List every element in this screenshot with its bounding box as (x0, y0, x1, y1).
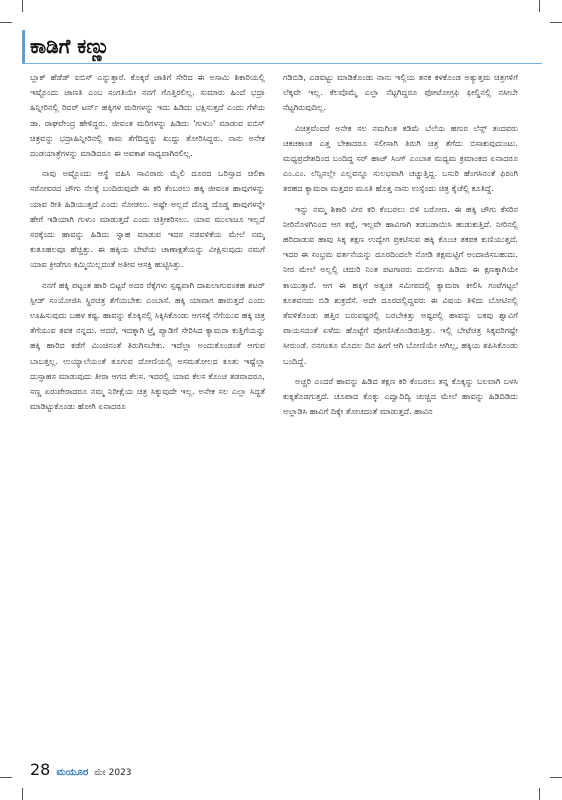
paragraph: ಇನ್ನು ನಮ್ಮ ಶಿಕಾರಿ ವೀರ ಕರಿ ಕೆಂಬರಲು ಬಿಳಿ ಬರೋಣ. ಈ ಹಕ್ಕಿ ಜೌಗು ಕೆಸರಿನ ನೀರಿನೊಳಗಿನಿಂದ ಆಗ ಕಪ್ಪೆ, ಇಲ್ಲವೇ ಹಾವಿಗಾಗಿ ತಡಬಡಾಯಿಸಿ ಹುಡುಕುತ್ತಿದೆ. ನೀರಿನಲ್ಲಿ ಹರಿದಾಡುವ ಹಾವು ಸಿಕ್ಕ ತಕ್ಷಣ ಉದ್ವೇಗ ಪ್ರಕಟಿಸುವ ಹಕ್ಕಿ ಕೊಂಚ ತಕಪಕ ಕುಣಿಯುತ್ತದೆ. ಇದರ ಈ ಸಂಭ್ರಮ ವರ್ತನೆಯನ್ನು ದೂರದಿಂದಲೇ ನೋಡಿ ತಕ್ಷಮಟ್ಟಿಗೆ ಅಂದಾಜಿಸಬಹುದು. ನೀರ ಮೇಲೆ ಅಲ್ಲಲ್ಲಿ ಚದುರಿ ನಿಂತ ಪಟಗಾರರು ದುರ್ಬೀನು ಹಿಡಿದು ಈ ಕ್ಷಣಕ್ಕಾಗಿಯೇ ಕಾಯುತ್ತಾರೆ. ಆಗ ಈ ಹಕ್ಕಿಗೆ ಅತ್ಯಂತ ಸಮೀಪದಲ್ಲಿ ಕ್ಯಾಮರಾ ಕೀಲಿಸಿ ಗಂಟೆಗಟ್ಟಲೆ ಕೂತವನದು ಬಿಡಿ ಶುಕ್ರದೆಸೆ. ಅದೇ ದೂರದಲ್ಲಿದ್ದವರು ಈ ವಿಷಯ ತಿಳಿದು ಬೋಟಿನಲ್ಲಿ ತೆವಳಿಕೊಂಡು ಹತ್ತಿರ ಬರುವಷ್ಟರಲ್ಲಿ ಬರಬೇಕಿತ್ತು ಅಷ್ಟರಲ್ಲಿ ಹಾವನ್ನು ಬಕವು ಶ್ವಾವಿಗೆ ಪಾಯಸದಂತೆ ಏಳೆದು ಹೊಟ್ಟೆಗೆ ಪೋಣಿಸಿಕೊಂಡಿರುತ್ತಿತ್ತು. ಇಲ್ಲಿ ಬೇಟೆಚಿತ್ರ ಸಿಕ್ಕವರಿಗಷ್ಟೇ ಸೀರುಂಡೆ. ನನಗಂತೂ ಮೊದಲ ದಿನ ಹೀಗೆ ಆಗಿ ಬೋಣಿಯೇ ಆಗಿಲ್ಲ, ಹಕ್ಕಿಯ ಶಪಿಸಿಕೊಂಡು ಬಂದಿದ್ದೆ. (283, 203, 518, 366)
header-rule (22, 63, 542, 64)
crop-mark (0, 22, 12, 23)
page-footer (30, 760, 132, 780)
section-title: ಕಾಡಿಗೆ ಕಣ್ಣು (30, 34, 110, 58)
page-number: 28 (30, 760, 51, 779)
header-accent-bar (22, 30, 25, 64)
crop-mark (539, 788, 540, 800)
crop-mark (539, 0, 540, 12)
paragraph: ನನಗೆ ಹಕ್ಕಿ ಪಟ್ಟಂತ ಹಾರಿ ಬಿಟ್ಟರೆ ಅದರ ರೆಕ್ಕೆಗಳು ಸ್ಪಷ್ಟವಾಗಿ ದಾಖಲಾಗುವಂತಹ ಶಟರ್ ಸ್ಪೀಡ್ ಸಂಯೋಜಿಸಿ ಸ್ಥಿರಚಿತ್ರ ತೆಗೆಯಬೇಕು ಎಂಬಾಸೆ. ಹಕ್ಕಿ ಯಾವಾಗ ಹಾರುತ್ತದೆ ಎಂದು ಊಹಿಸುವುದು ಬಹಳ ಕಷ್ಟ. ಹಾವನ್ನು ಕೊಕ್ಕಿನಲ್ಲಿ ಸಿಕ್ಕಿಸಿಕೊಂಡು ಆಗಸಕ್ಕೆ ನೆಗೆಯುವ ಹಕ್ಕಿ ಚಿತ್ರ ತೆಗೆಯುವ ತವಕ ನನ್ನದು. ಆದರೆ, ಇದಕ್ಕಾಗಿ ಟ್ರೈ ಪ್ಯಾಡಿಗೆ ಸೇರಿಸಿದ ಕ್ಯಾಮರಾ ಕುತ್ತಿಗೆಯನ್ನು ಹಕ್ಕಿ ಹಾರಿದ ಕಡೆಗೆ ಮಿಂಚಿನಂತೆ ತಿರುಗಿಸಬೇಕು. ಇದೆಲ್ಲಾ ಅಂದುಕೊಂಡಂತೆ ಆಗುವ ಬಾಬತ್ತಲ್ಲ. ಉಯ್ಯಾಲೆಯಂತೆ ತೂಗುವ ದೋಣಿಯಲ್ಲಿ ಅಸಮತೋಲದ ಕೂತು ಇಷ್ಟೆಲ್ಲಾ ದುಸ್ಸಾಹಸ ಮಾಡುವುದು ತೀರಾ ಆಗದ ಕೆಲಸ. ಇದರಲ್ಲಿ ಯಾವ ಕೆಲಸ ಕೊಂಚ ತಡವಾದರೂ, ಸಣ್ಣ ಏರುಪೇರಾದರೂ ನಮ್ಮ ನಿರೀಕ್ಷೆಯ ಚಿತ್ರ ಸಿಕ್ಕುವುದೇ ಇಲ್ಲ. ಅನೇಕ ಸಲ ಎಲ್ಲಾ ಸಿದ್ಧತೆ ಮಾಡಿಟ್ಟುಕೊಂಡು ಹೋಗಿ ಏನಾದರೂ (30, 279, 265, 412)
crop-mark (22, 0, 23, 12)
magazine-name: ಮಯೂರ (56, 767, 89, 778)
crop-mark (550, 22, 562, 23)
paragraph: ನಾವು ಅಷ್ಟೊಂದು ಆಸ್ಥೆ ವಹಿಸಿ ಸಾವಿರಾರು ಮೈಲಿ ದೂರದ ಒರಿಸ್ಸಾದ ಚಿಲಿಕಾ ಸರೋವರದ ಜೌಗು ನೆಲಕ್ಕೆ ಬಂದಿರುವುದೇ ಈ ಕರಿ ಕೆಂಬರಲು ಹಕ್ಕಿ ಜೀವಂತ ಹಾವುಗಳನ್ನು ಯಾವ ರೀತಿ ಹಿಡಿಯುತ್ತದೆ ಎಂದು ನೋಡಲು. ಅಷ್ಟೇ ಅಲ್ಲದೆ ದೊಡ್ಡ ದೊಡ್ಡ ಹಾವುಗಳನ್ನೇ ಹೇಗೆ ಇಡಿಯಾಗಿ ಗುಳುಂ ಮಾಡುತ್ತದೆ ಎಂದು ಚಿತ್ರೀಕರಿಸಲು. ಯಾವ ಮುಲಾಜೂ ಇಲ್ಲದೆ ಸರಕ್ಕೆಂದು ಹಾವನ್ನು ಹಿಡಿದು ಸ್ವಾಹ ಮಾಡುವ ಇದರ ನಡವಳಿಕೆಯ ಮೇಲೆ ನಮ್ಮ ಕುತೂಹಲವೂ ಹೆಚ್ಚಿತ್ತು. ಈ ಹಕ್ಕಿಯ ಬೇಟೆಯ ಚಾಣಾಕ್ಷತೆಯನ್ನು ವೀಕ್ಷಿಸುವುದು ನಮಗೆ ಯಾವ ಕ್ರೀಡೆಗೂ ಕಮ್ಮಿಯಿಲ್ಲದಂತೆ ಅತೀವ ಆಸಕ್ತಿ ಹುಟ್ಟಿಸಿತ್ತು. (30, 168, 265, 270)
crop-mark (22, 788, 23, 800)
left-column (30, 70, 265, 760)
section-header (22, 30, 542, 64)
right-column (283, 70, 518, 760)
paragraph: ಬ್ಲಾಕ್ ಹೆಡೆಡ್ ಐಬಿಸ್ ಎನ್ನುತ್ತಾರೆ. ಕೊಕ್ಕರೆ ಜಾತಿಗೆ ಸೇರಿದ ಈ ಅಸಾಮಿ ಶಿಕಾರಿಯಲ್ಲಿ ಇಷ್ಟೊಂದು ಜಾಣತಿ ಎಂಬ ಸಂಗತಿಯೇ ನನಗೆ ಗೊತ್ತಿರಲಿಲ್ಲ. ಸುಮಾರು ಹಿಂದೆ ಭದ್ರಾ ಹಿನ್ನೀರಿನಲ್ಲಿ ರಿವರ್ ಟರ್ನ್ ಹಕ್ಕಿಗಳ ಮರಿಗಳನ್ನು ಇದು ಹಿಡಿದು ಭಕ್ಷಿಸುತ್ತದೆ ಎಂದು ಗೆಳೆಯ ಡಾ. ರಾಘವೇಂದ್ರ ಹೇಳಿದ್ದರು. ಜೀವಂತ ಮರಿಗಳನ್ನು ಹಿಡಿದು 'ಗುಳುಂ' ಮಾಡುವ ಐಬಿಸ್ ಚಿತ್ರವನ್ನು ಭದ್ರಾಹಿನ್ನೀರಿನಲ್ಲಿ ಕಾಮ ತೆಗೆದಿದ್ದನ್ನು ಖುದ್ದು ತೋರಿಸಿದ್ದರು. ನಾನು ಅನೇಕ ದಂಡಯಾತ್ರೆಗಳನ್ನು ಮಾಡಿದರೂ ಈ ಅವಕಾಶ ಸಾಧ್ಯವಾಗಿರಲಿಲ್ಲ. (30, 72, 265, 159)
paragraph: ವಿಚಿತ್ರವೆಂದರೆ ಅನೇಕ ಸಲ ನಮಗಿಂತ ಕಡಿಮೆ ಬೆಲೆಯ ಹಗುರ ಲೆನ್ಸ್ ತಂದವರು ಚಕಚಕಾಂತ ಎತ್ತ ಬೇಕಾದರೂ ಸಲೀಸಾಗಿ ತಿರುಗಿ ಚಿತ್ರ ತೆಗೆದು ಬಿಸಾಕುವುದುಂಟು. ಮಧ್ಯಪ್ರದೇಶದಿಂದ ಬಂದಿದ್ದ ಸರ್ ಹಾಜ್ ಸಿಂಗ್ ಎಂಬಾತ ಮಧ್ಯಮ ಕ್ರಮಾಂಕದ ಏನಾದರೂ ಎಂ.ಎಂ. ಲೆನ್ಸಿನಲ್ಲೇ ಎಲ್ಲವನ್ನೂ ಸುಲಭವಾಗಿ ಚಚ್ಚುತ್ತಿದ್ದ. ಬಸುರಿ ಹೆಂಗಸಿನಂತೆ ಫಿರಂಗಿ ತರಹದ ಕ್ಯಾಮರಾ ಮತ್ತದರ ಮೂತಿ ಹೊತ್ತ ನಾನು ಉಸ್ಸೆಂದು ಚಿತ್ರ ಕೈಚೆಲ್ಲಿ ಕೂತಿದ್ದೆ. (283, 122, 518, 194)
issue-date: ಮೇ 2023 (94, 768, 132, 778)
crop-mark (0, 777, 12, 778)
paragraph: ಅಚ್ಚರಿ ಎಂದರೆ ಹಾವನ್ನು ಹಿಡಿದ ತಕ್ಷಣ ಕರಿ ಕೆಂಬರಲು ತನ್ನ ಕೊಕ್ಕನ್ನು ಬಲವಾಗಿ ಬಳಸಿ ಕುಕ್ಕತೊಡಗುತ್ತದೆ. ಚೂಪಾದ ಕೊಕ್ಕು ಎದ್ವಾದಿದ್ವಿ ಚುಚ್ಚಿದ ಮೇಲೆ ಹಾವನ್ನು ಹಿಡಿದಿಡಿದು ಅಲ್ಲಾಡಿಸಿ ಹಾವಿಗೆ ದಿಕ್ಕೇ ತೋಚದಂತೆ ಮಾಡುತ್ತದೆ. ಹಾವಿನ (283, 375, 518, 417)
paragraph: ಗಡಿಬಿಡಿ, ಎಡವಟ್ಟು ಮಾಡಿಕೊಂಡು ನಾನು ಇಲ್ಲಿಯ ತನಕ ಕಳಕೊಂಡ ಅತ್ಯುತ್ತಮ ಚಿತ್ರಗಳಿಗೆ ಲೆಕ್ಕವೇ ಇಲ್ಲ. ಕೆಲವೊಮ್ಮೆ ಎಲ್ಲಾ ನೆಟ್ಟಗಿದ್ದರೂ ಫೋಟೋಗ್ರಫಿ ಫೀಲ್ಡಿನಲ್ಲಿ ನಸೀಬೇ ನೆಟ್ಟಗಿರುವುದಿಲ್ಲ. (283, 72, 518, 113)
crop-mark (550, 777, 562, 778)
